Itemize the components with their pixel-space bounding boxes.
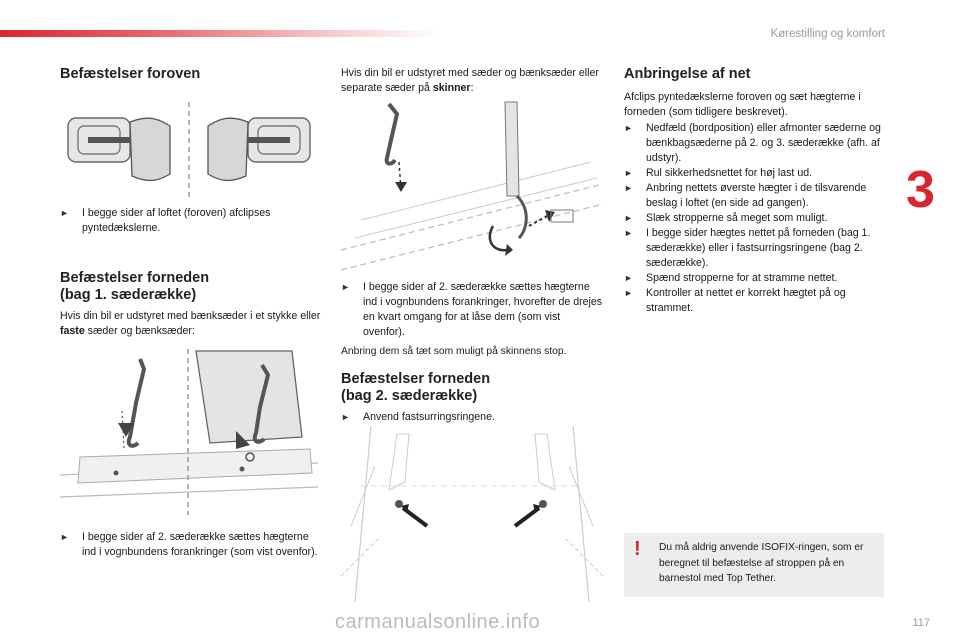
net-step-text: Slæk stropperne så meget som muligt. bbox=[646, 212, 828, 224]
upper-anchor-illustration bbox=[60, 100, 318, 200]
arrow-bullet-icon: ► bbox=[341, 282, 350, 292]
lower-anchors-intro: Hvis din bil er udstyret med bænksæder i et stykke eller faste sæder og bænksæder: bbox=[60, 310, 321, 337]
net-step-text: Anbring nettets øverste hægter i de tilsvarende beslag i loftet (en side ad gangen). bbox=[646, 182, 867, 209]
arrow-bullet-icon: ► bbox=[624, 228, 633, 238]
net-step-text: Kontroller at nettet er korrekt hægtet på og strammet. bbox=[646, 287, 846, 314]
warning-text: Du må aldrig anvende ISOFIX-ringen, som er beregnet til befæstelse af stroppen på en barnestol med Top Tether. bbox=[659, 542, 864, 584]
chapter-number: 3 bbox=[906, 161, 935, 219]
heading-upper-anchors: Befæstelser foroven bbox=[60, 66, 201, 82]
heading-lower-anchors-row1: Befæstelser forneden (bag 1. sæderække) bbox=[60, 270, 210, 303]
arrow-bullet-icon: ► bbox=[624, 123, 633, 133]
net-step-text: Spænd stropperne for at stramme nettet. bbox=[646, 272, 838, 284]
lower-anchor-step: ► I begge sider af 2. sæderække sættes hægterne ind i vognbundens forankringer (som vist ovenfor). bbox=[60, 531, 318, 558]
section-title: Kørestilling og komfort bbox=[770, 28, 885, 40]
rails-intro: Hvis din bil er udstyret med sæder og bænksæder eller separate sæder på skinner: bbox=[341, 67, 599, 94]
net-step-text: Rul sikkerhedsnettet for høj last ud. bbox=[646, 167, 813, 179]
tie-down-ring-illustration bbox=[341, 426, 603, 602]
arrow-bullet-icon: ► bbox=[60, 532, 69, 542]
watermark: carmanualsonline.info bbox=[335, 611, 541, 633]
arrow-bullet-icon: ► bbox=[624, 213, 633, 223]
rail-anchor-step: ► I begge sider af 2. sæderække sættes hægterne ind i vognbundens forankringer, hvorefter de drejes en kvart omgang for at låse dem (som vist ovenfor). bbox=[341, 281, 603, 338]
net-step-item bbox=[624, 286, 886, 316]
arrow-bullet-icon: ► bbox=[624, 288, 633, 298]
header-accent-bar bbox=[0, 30, 440, 37]
upper-anchor-step: ► I begge sider af loftet (foroven) afclipses pyntedækslerne. bbox=[60, 207, 271, 234]
heading-net-installation: Anbringelse af net bbox=[624, 66, 751, 82]
tie-down-step: ► Anvend fastsurringsringene. bbox=[341, 411, 495, 423]
net-step-text: Nedfæld (bordposition) eller afmonter sæderne og bænkbagsæderne på 2. og 3. sæderække (afh. af udstyr). bbox=[646, 122, 881, 164]
heading-lower-anchors-row2: Befæstelser forneden (bag 2. sæderække) bbox=[341, 371, 491, 404]
net-step-item bbox=[624, 121, 886, 166]
rail-anchor-note: Anbring dem så tæt som muligt på skinnens stop. bbox=[341, 346, 567, 357]
arrow-bullet-icon: ► bbox=[624, 168, 633, 178]
net-step-item bbox=[624, 181, 886, 211]
warning-icon: ! bbox=[634, 538, 641, 560]
net-step-item bbox=[624, 166, 886, 181]
net-step-text: I begge sider hægtes nettet på forneden (bag 1. sæderække) eller i fastsurringsringene (bag 2. sæderække). bbox=[646, 227, 871, 269]
arrow-bullet-icon: ► bbox=[60, 208, 69, 218]
arrow-bullet-icon: ► bbox=[624, 273, 633, 283]
net-step-item bbox=[624, 226, 886, 271]
net-intro: Afclips pyntedækslerne foroven og sæt hægterne i forneden (som tidligere beskrevet). bbox=[624, 91, 861, 118]
net-step-item bbox=[624, 271, 886, 286]
rail-anchor-illustration bbox=[341, 100, 603, 272]
arrow-bullet-icon: ► bbox=[341, 412, 350, 422]
net-step-item bbox=[624, 211, 886, 226]
arrow-bullet-icon: ► bbox=[624, 183, 633, 193]
page-number: 117 bbox=[912, 617, 930, 629]
floor-anchor-illustration bbox=[60, 345, 318, 517]
net-steps-list bbox=[624, 121, 886, 316]
